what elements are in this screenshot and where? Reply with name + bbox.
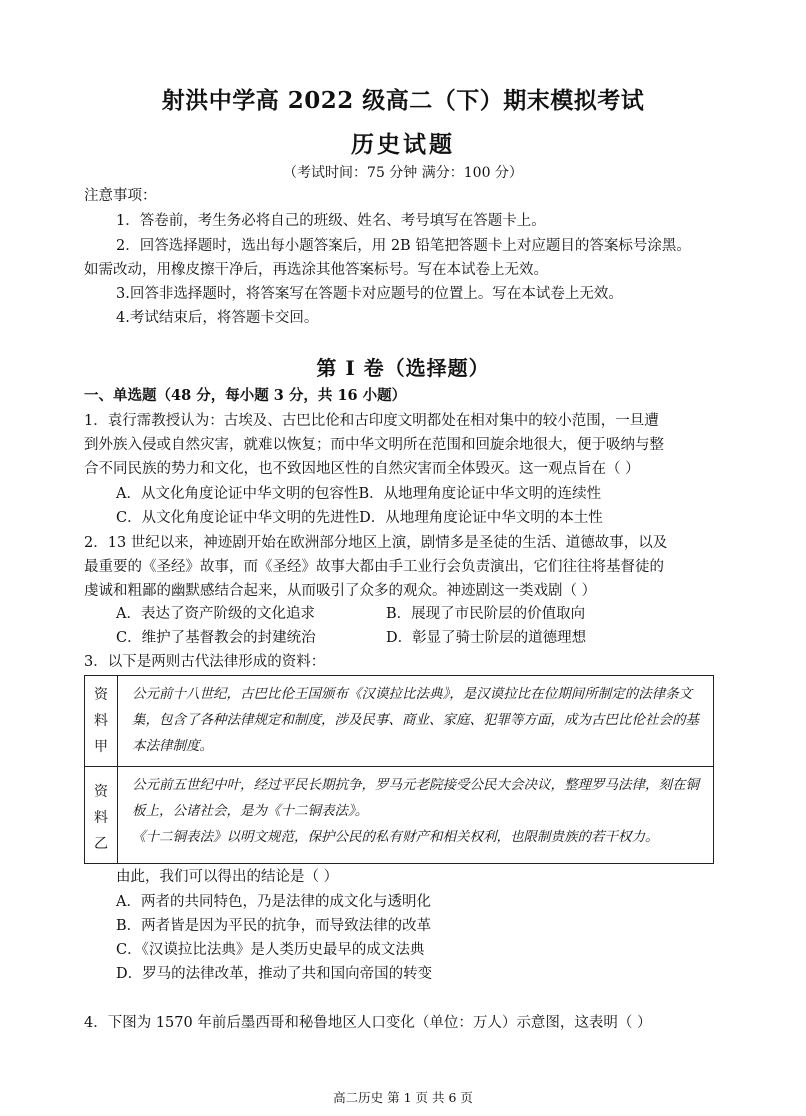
q1-option-a: A．从文化角度论证中华文明的包容性 bbox=[116, 486, 359, 502]
source-b-cell bbox=[118, 767, 714, 864]
q1-stem-line: 合不同民族的势力和文化，也不致因地区性的自然灾害而全体毁灭。这一观点旨在（ ） bbox=[84, 461, 640, 477]
source-b-label bbox=[85, 767, 118, 864]
q3-source-table bbox=[84, 675, 714, 864]
q2-option-a: A．表达了资产阶级的文化追求 bbox=[116, 606, 315, 622]
source-a-label bbox=[85, 676, 118, 767]
notice-item: 1．答卷前，考生务必将自己的班级、姓名、考号填写在答题卡上。 bbox=[116, 213, 546, 229]
source-b-text: 公元前五世纪中叶，经过平民长期抗争，罗马元老院接受公民大会决议，整理罗马法律，刻在铜板上，公诸社会，是为《十二铜表法》。 bbox=[132, 777, 699, 819]
part-heading: 一、单选题（48 分，每小题 3 分，共 16 小题） bbox=[84, 387, 407, 404]
q1-option-d: D．从地理角度论证中华文明的本土性 bbox=[359, 510, 603, 526]
notice-item: 如需改动，用橡皮擦干净后，再选涂其他答案标号。写在本试卷上无效。 bbox=[84, 262, 548, 278]
q2-stem-line: 2．13 世纪以来，神迹剧开始在欧洲部分地区上演，剧情多是圣徒的生活、道德故事，以及 bbox=[84, 535, 668, 551]
exam-title: 射洪中学高 2022 级高二（下）期末模拟考试 bbox=[161, 87, 645, 114]
source-row bbox=[85, 676, 714, 767]
q2-stem-line: 最重要的《圣经》故事，而《圣经》故事大都由手工业行会负责演出，它们往往将基督徒的 bbox=[84, 559, 664, 575]
q2-option-d: D．彰显了骑士阶层的道德理想 bbox=[386, 630, 587, 646]
q1-option-c: C．从文化角度论证中华文明的先进性 bbox=[116, 510, 360, 526]
q2-options-row bbox=[116, 627, 736, 649]
q1-option-b: B．从地理角度论证中华文明的连续性 bbox=[358, 486, 602, 502]
notice-item: 2．回答选择题时，选出每小题答案后，用 2B 铅笔把答题卡上对应题目的答案标号涂黑。 bbox=[116, 238, 691, 254]
source-row bbox=[85, 767, 714, 864]
source-a-label-text: 资料甲 bbox=[94, 687, 108, 755]
q3-question: 由此，我们可以得出的结论是（ ） bbox=[116, 869, 339, 885]
source-a-text: 公元前十八世纪，古巴比伦王国颁布《汉谟拉比法典》，是汉谟拉比在位期间所制定的法律条文集，包含了各种法律规定和制度，涉及民事、商业、家庭、犯罪等方面，成为古巴比伦社会的基本法律制度。 bbox=[118, 676, 714, 767]
notice-item: 4.考试结束后，将答题卡交回。 bbox=[116, 310, 319, 326]
exam-meta: （考试时间：75 分钟 满分：100 分） bbox=[283, 165, 523, 181]
q2-option-c: C．维护了基督教会的封建统治 bbox=[116, 630, 316, 646]
q2-stem-line: 虔诚和粗鄙的幽默感结合起来，从而吸引了众多的观众。神迹剧这一类戏剧（ ） bbox=[84, 583, 597, 599]
q3-stem: 3．以下是两则古代法律形成的资料： bbox=[84, 654, 326, 670]
q4-stem: 4．下图为 1570 年前后墨西哥和秘鲁地区人口变化（单位：万人）示意图，这表明（ ） bbox=[84, 1015, 652, 1031]
q3-option-d: D．罗马的法律改革，推动了共和国向帝国的转变 bbox=[116, 966, 433, 982]
notice-item: 3.回答非选择题时，将答案写在答题卡对应题号的位置上。写在本试卷上无效。 bbox=[116, 286, 623, 302]
q2-options-row bbox=[116, 603, 736, 625]
q3-option-a: A．两者的共同特色，乃是法律的成文化与透明化 bbox=[116, 894, 431, 910]
q3-option-c: C．《汉谟拉比法典》是人类历史最早的成文法典 bbox=[116, 942, 425, 958]
source-b-text: 《十二铜表法》以明文规范，保护公民的私有财产和相关权利，也限制贵族的若干权力。 bbox=[132, 829, 659, 845]
q1-options-row bbox=[116, 507, 736, 529]
q1-options-row bbox=[116, 483, 736, 505]
notice-heading: 注意事项： bbox=[84, 188, 157, 204]
page-footer: 高二历史 第 1 页 共 6 页 bbox=[333, 1090, 473, 1105]
section-title: 第 I 卷（选择题） bbox=[316, 356, 490, 380]
q3-option-b: B．两者皆是因为平民的抗争，而导致法律的改革 bbox=[116, 918, 432, 934]
exam-subtitle: 历史试题 bbox=[351, 131, 455, 158]
q2-option-b: B．展现了市民阶层的价值取向 bbox=[386, 606, 586, 622]
q1-stem-line: 到外族入侵或自然灾害，就难以恢复；而中华文明所在范围和回旋余地很大，便于吸纳与整 bbox=[84, 437, 664, 453]
source-b-label-text: 资料乙 bbox=[94, 784, 108, 852]
q1-stem-line: 1．袁行霈教授认为：古埃及、古巴比伦和古印度文明都处在相对集中的较小范围，一旦遭 bbox=[84, 413, 659, 429]
